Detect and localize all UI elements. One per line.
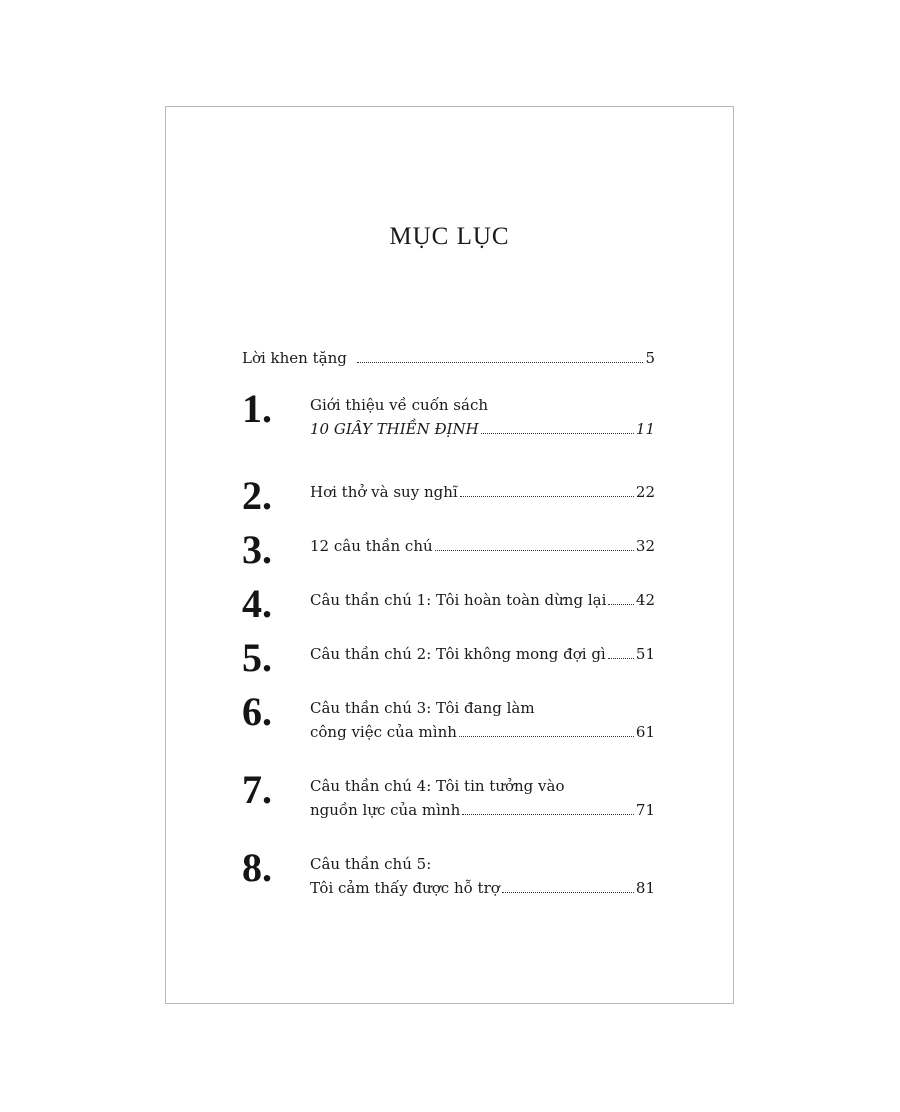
toc-entry-page: 71 — [635, 801, 655, 819]
toc-entry-label: Câu thần chú 5: — [310, 855, 432, 873]
chapter-number: 3. — [242, 527, 272, 572]
toc-entry-page: 11 — [635, 420, 655, 438]
chapter-number: 8. — [242, 845, 272, 890]
toc-entry-page: 51 — [635, 645, 655, 663]
toc-entry-1 — [242, 386, 655, 453]
chapter-number: 4. — [242, 581, 272, 626]
toc-entry-7 — [242, 767, 655, 834]
toc-entry-page: 22 — [635, 483, 655, 501]
toc-entry-page: 5 — [645, 349, 655, 367]
toc-entry-label: 12 câu thần chú — [310, 537, 433, 555]
leader-dots — [608, 604, 634, 605]
chapter-number: 5. — [242, 635, 272, 680]
book-page — [165, 106, 734, 1004]
toc-entry-2 — [242, 473, 655, 540]
leader-dots — [460, 496, 634, 497]
toc-entry-label: Câu thần chú 2: Tôi không mong đợi gì — [310, 645, 606, 663]
toc-entry-5 — [242, 635, 655, 702]
leader-dots — [435, 550, 634, 551]
toc-entry-label: Giới thiệu về cuốn sách — [310, 396, 489, 414]
toc-entry-label: Hơi thở và suy nghĩ — [310, 483, 458, 501]
toc-entry-label: Lời khen tặng — [242, 349, 347, 367]
toc-entry-foreword — [242, 349, 655, 367]
toc-entry-label-continued: Tôi cảm thấy được hỗ trợ — [310, 879, 500, 897]
toc-entry-3 — [242, 527, 655, 594]
leader-dots — [481, 433, 634, 434]
toc-entry-page: 81 — [635, 879, 655, 897]
toc-entry-label-italic: 10 GIÂY THIỀN ĐỊNH — [310, 420, 479, 438]
toc-entry-label: Câu thần chú 3: Tôi đang làm — [310, 699, 535, 717]
leader-dots — [502, 892, 634, 893]
toc-entry-6 — [242, 689, 655, 756]
toc-entry-page: 42 — [635, 591, 655, 609]
leader-dots — [608, 658, 634, 659]
toc-entry-page: 32 — [635, 537, 655, 555]
toc-entry-label-continued: nguồn lực của mình — [310, 801, 461, 819]
toc-entry-4 — [242, 581, 655, 648]
leader-dots — [357, 362, 644, 363]
toc-entry-label: Câu thần chú 4: Tôi tin tưởng vào — [310, 777, 565, 795]
chapter-number: 6. — [242, 689, 272, 734]
leader-dots — [459, 736, 634, 737]
toc-entry-label-continued: công việc của mình — [310, 723, 457, 741]
toc-entry-page: 61 — [635, 723, 655, 741]
toc-entry-8 — [242, 845, 655, 912]
chapter-number: 1. — [242, 386, 272, 431]
chapter-number: 2. — [242, 473, 272, 518]
toc-entry-label: Câu thần chú 1: Tôi hoàn toàn dừng lại — [310, 591, 607, 609]
page-title: MỤC LỤC — [389, 223, 510, 250]
leader-dots — [462, 814, 634, 815]
chapter-number: 7. — [242, 767, 272, 812]
